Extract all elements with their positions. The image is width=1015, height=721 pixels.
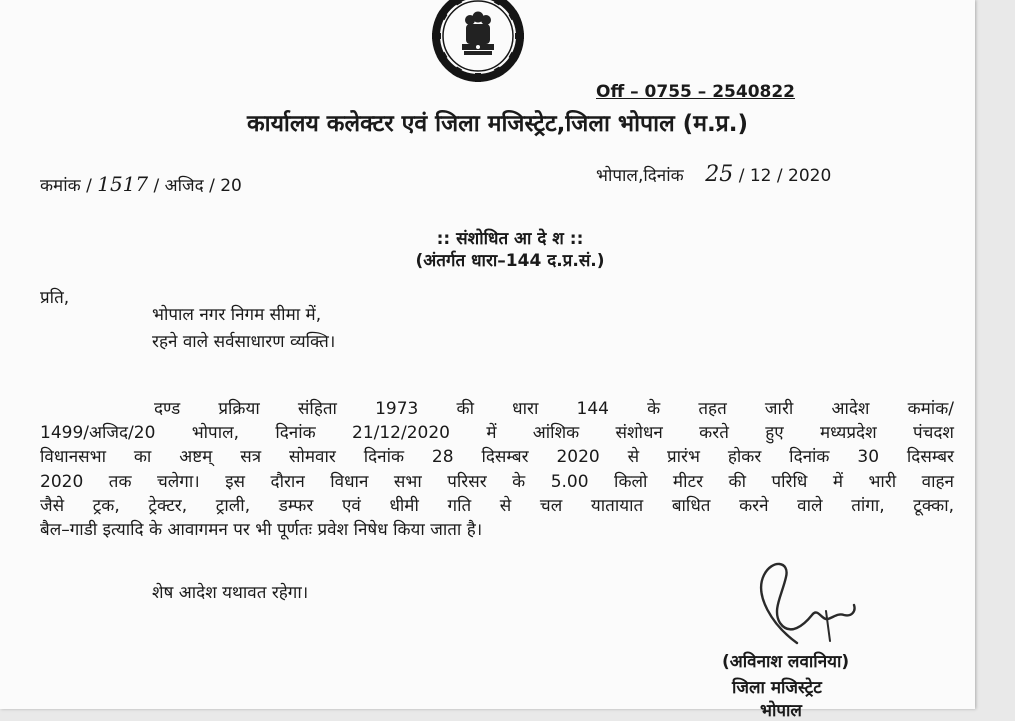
date-month-year: / 12 / 2020: [738, 166, 832, 186]
date-handwritten-day: 25: [705, 162, 734, 187]
reference-number: [40, 172, 242, 196]
body-line: 2020 तक चलेगा। इस दौरान विधान सभा परिसर के 5.00 किलो मीटर की परिधि में भारी वाहन: [40, 471, 954, 492]
signatory-place: भोपाल: [760, 701, 802, 721]
recipient-line-1: भोपाल नगर निगम सीमा में,: [152, 305, 322, 325]
state-emblem-seal-icon: [420, 0, 536, 82]
signatory-name: (अविनाश लवानिया): [722, 652, 850, 672]
body-line: 1499/अजिद/20 भोपाल, दिनांक 21/12/2020 में आंशिक संशोधन करते हुए मध्यप्रदेश पंचदश: [40, 423, 954, 444]
reference-prefix: कमांक /: [40, 176, 92, 196]
body-line: जैसे ट्रक, ट्रेक्टर, ट्राली, डम्फर एवं धीमी गति से चल यातायात बाधित करने वाले तांगा, टूक्का,: [40, 495, 954, 516]
closing-statement: शेष आदेश यथावत रहेगा।: [152, 583, 309, 603]
body-line: दण्ड प्रक्रिया संहिता 1973 की धारा 144 के तहत जारी आदेश कमांक/: [154, 399, 954, 419]
recipient-line-2: रहने वाले सर्वसाधारण व्यक्ति।: [152, 332, 336, 352]
date-prefix: भोपाल,दिनांक: [596, 166, 684, 186]
body-line: बैल–गाडी इत्यादि के आवागमन पर भी पूर्णतः प्रवेश निषेध किया जाता है।: [40, 519, 483, 540]
signatory-designation: जिला मजिस्ट्रेट: [732, 678, 822, 698]
office-title: कार्यालय कलेक्टर एवं जिला मजिस्ट्रेट,जिला भोपाल (म.प्र.): [246, 111, 749, 137]
order-body-paragraph: [40, 397, 954, 542]
reference-handwritten-number: 1517: [97, 172, 149, 196]
order-date: [596, 162, 831, 187]
order-subtitle: (अंतर्गत धारा–144 द.प्र.सं.): [415, 251, 605, 271]
recipient-label: प्रति,: [40, 288, 70, 308]
reference-suffix: / अजिद / 20: [153, 176, 242, 196]
body-line: विधानसभा का अष्टम् सत्र सोमवार दिनांक 28 दिसम्बर 2020 से प्रारंभ होकर दिनांक 30 दिसम्बर: [40, 447, 954, 468]
office-phone-number: Off – 0755 – 2540822: [596, 82, 796, 102]
handwritten-signature-icon: [742, 555, 892, 645]
order-title: :: संशोधित आ दे श ::: [436, 229, 584, 249]
